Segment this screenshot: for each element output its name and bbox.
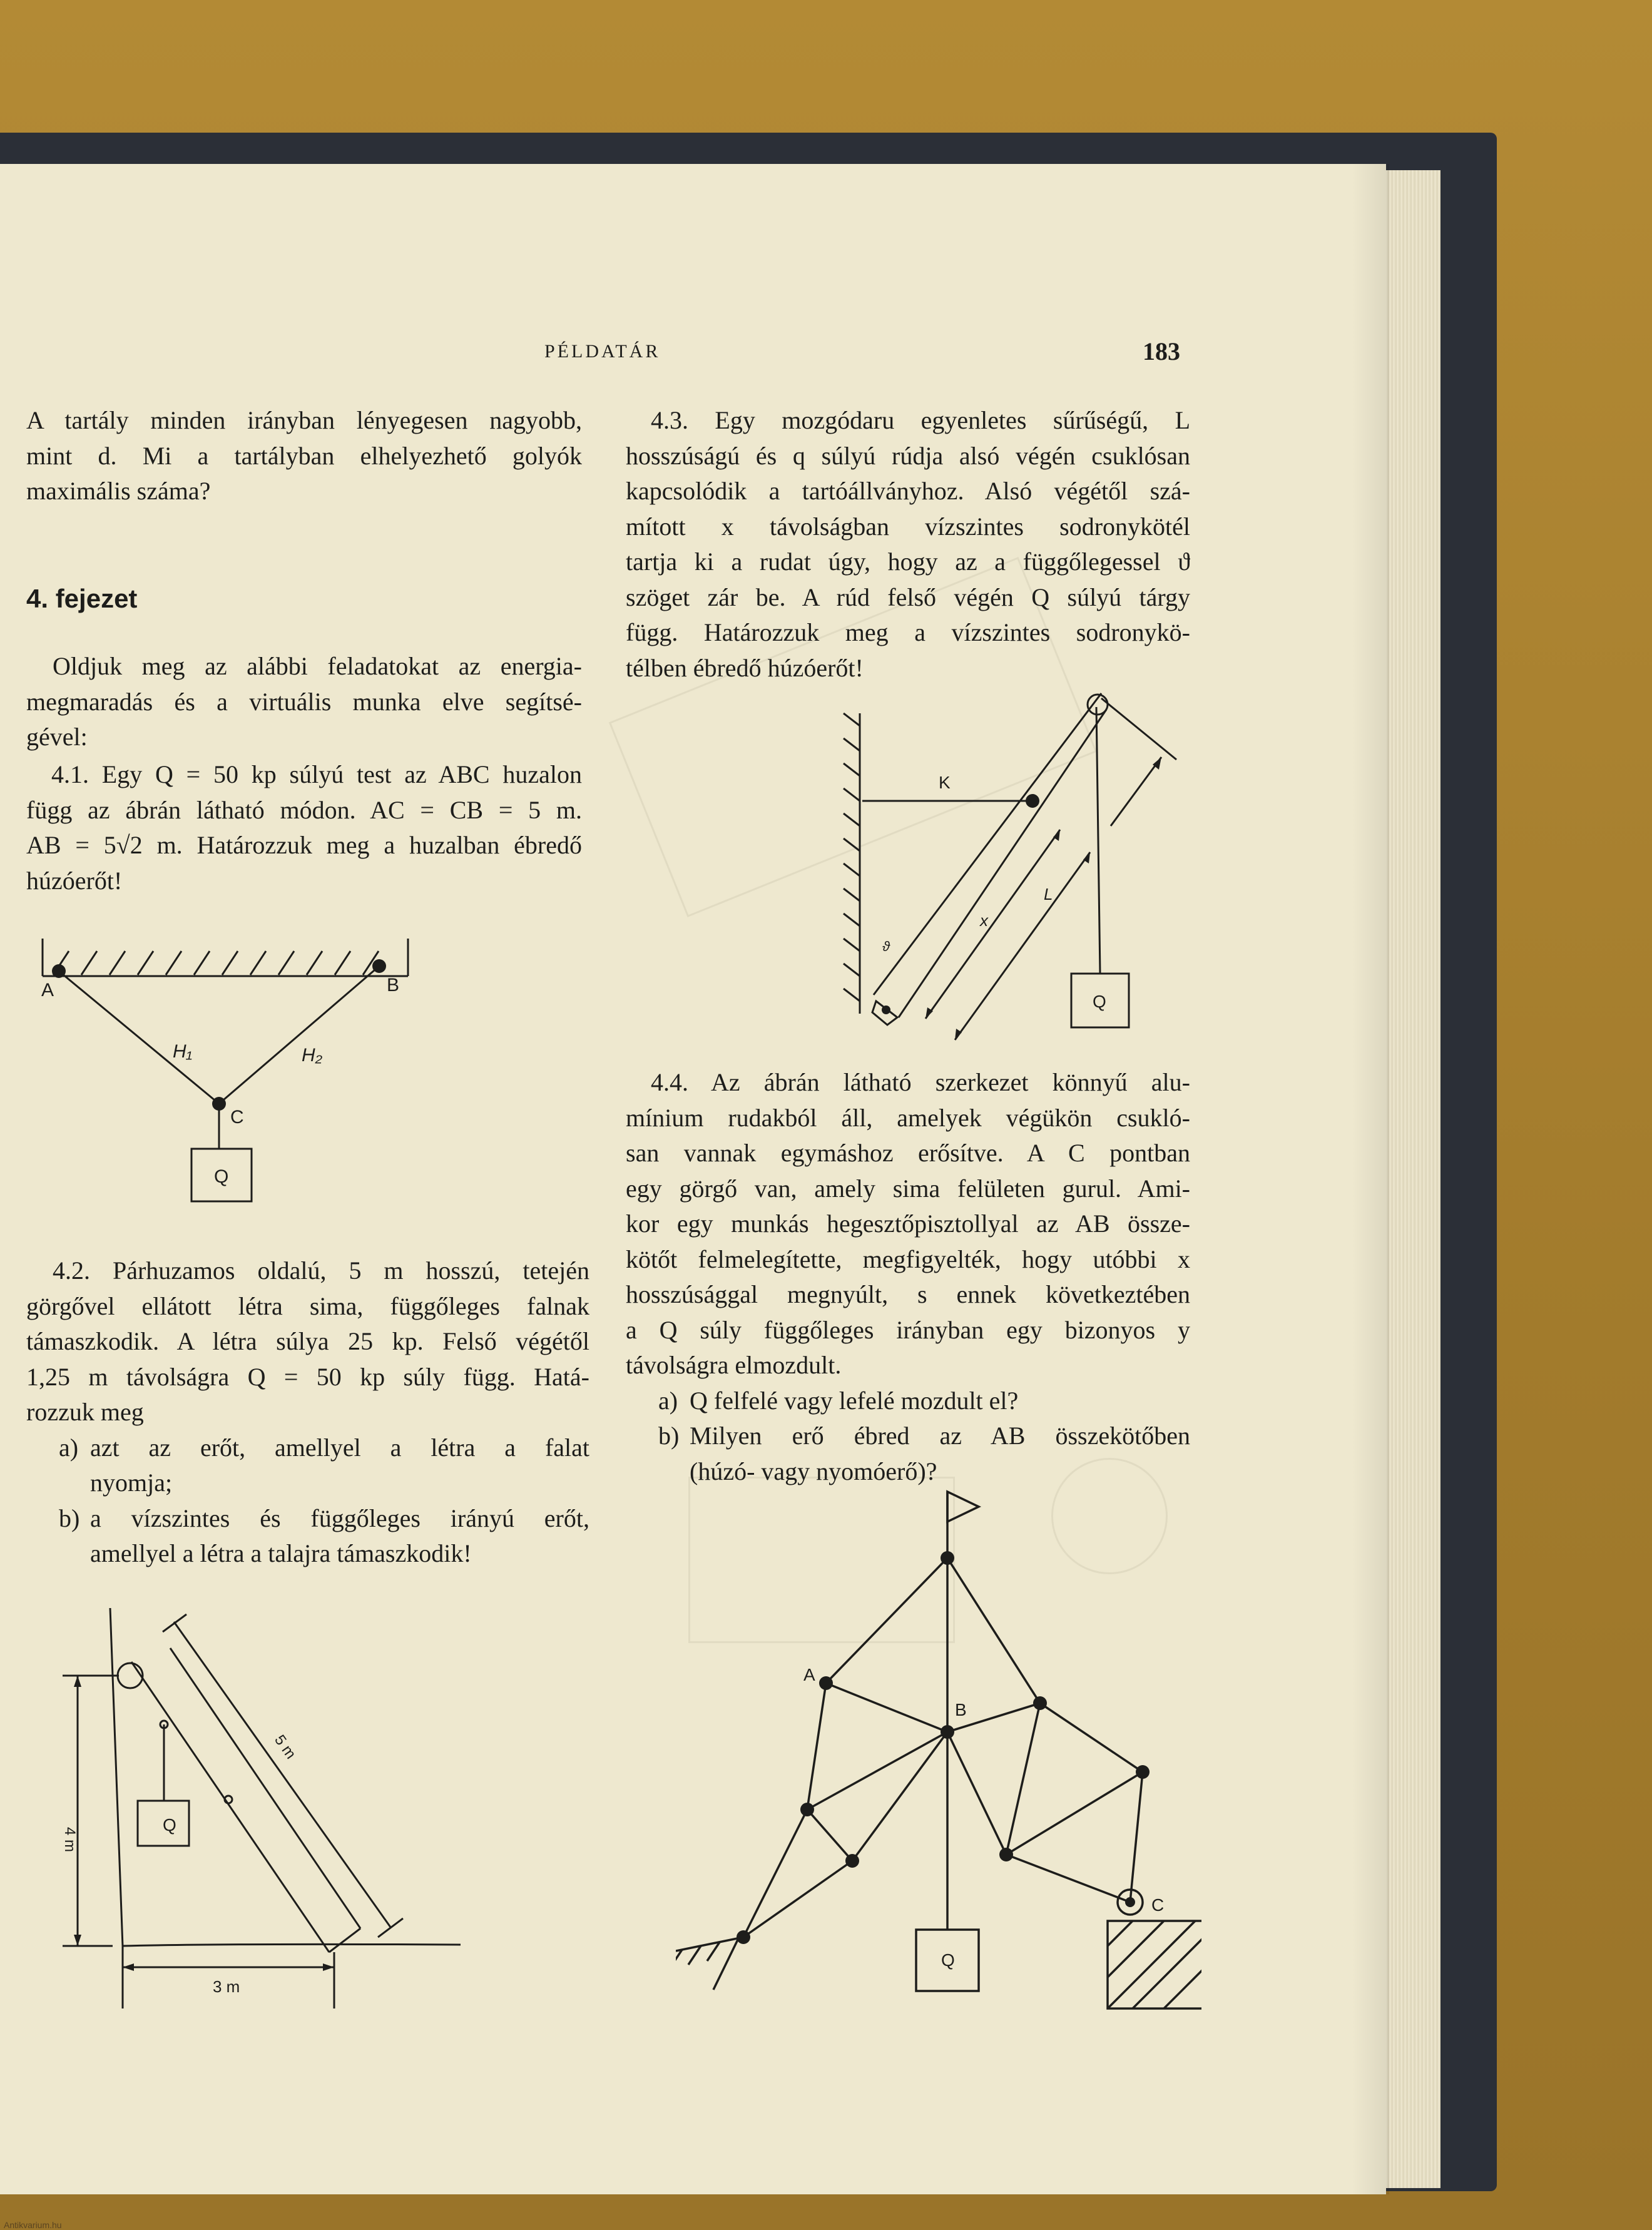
label-b: B: [955, 1700, 967, 1719]
text-line: 4.1. Egy Q = 50 kp súlyú test az ABC huzalon: [51, 760, 582, 788]
wall-hatching: [844, 713, 860, 1001]
text-line: megmaradás és a virtuális munka elve segítsé-: [26, 687, 582, 716]
wall-line: [110, 1608, 123, 1946]
support-hatching: [676, 1938, 738, 1990]
text-line: 1,25 m távolságra Q = 50 kp súly függ. Hatá-: [26, 1362, 589, 1391]
ladder-rail: [170, 1648, 360, 1928]
cable-attachment: [1026, 794, 1039, 808]
text-line: a Q súly függőleges irányban egy bizonyos y: [626, 1315, 1190, 1344]
text-line: mított x távolságban vízszintes sodronykötél: [626, 512, 1190, 541]
truss-members: [743, 1558, 1143, 1937]
list-marker: b): [658, 1422, 680, 1450]
text-line: függ az ábrán látható módon. AC = CB = 5 m.: [26, 795, 582, 824]
label-a: A: [41, 980, 54, 1000]
dimension-tick: [378, 1918, 403, 1937]
problem-4-2: [26, 1253, 589, 1572]
list-item-b: [626, 1418, 1190, 1489]
list-marker: a): [658, 1386, 678, 1415]
text-line: egy görgő van, amely sima felületen gurul. Ami-: [626, 1174, 1190, 1203]
list-marker: b): [59, 1504, 80, 1532]
problem-4-3: [626, 403, 1190, 686]
list-item-b: [26, 1501, 589, 1572]
text-line: kötőt felmelegítette, megfigyelték, hogy utóbbi x: [626, 1245, 1190, 1273]
wire-ac: [59, 971, 219, 1104]
label-c: C: [230, 1107, 244, 1128]
ceiling-hatching: [53, 951, 379, 975]
ladder-rail: [131, 1662, 329, 1952]
text-line: rozzuk meg: [26, 1398, 144, 1426]
text-line: görgővel ellátott létra sima, függőleges falnak: [26, 1291, 589, 1320]
label-q: Q: [214, 1166, 229, 1187]
wire-cb: [219, 966, 379, 1104]
chapter-heading: 4. fejezet: [26, 584, 138, 613]
problem-4-4: [626, 1065, 1190, 1489]
text-line: mínium rudakból áll, amelyek végükön csukló-: [626, 1103, 1190, 1132]
text-line: Milyen erő ébred az AB összekötőben: [690, 1422, 1190, 1450]
text-line: 4.2. Párhuzamos oldalú, 5 m hosszú, tetején: [53, 1256, 589, 1285]
text-line: hosszúságú és q súlyú rúdja alsó végén csuklósan: [626, 441, 1190, 470]
list-item-a: [26, 1430, 589, 1501]
watermark: Antikvarium.hu: [4, 2220, 62, 2230]
text-line: maximális száma?: [26, 477, 211, 505]
hinge-pin: [882, 1006, 890, 1014]
text-line: Oldjuk meg az alábbi feladatokat az energia-: [53, 652, 582, 680]
figure-4-4: [676, 1483, 1201, 2021]
label-c: C: [1151, 1895, 1165, 1915]
boom-rail: [899, 710, 1106, 1017]
text-line: távolságra elmozdult.: [626, 1351, 842, 1379]
intro-paragraph: [26, 403, 582, 509]
label-length: 5 m: [271, 1731, 300, 1763]
figure-4-1: [19, 926, 432, 1214]
text-line: 4.4. Az ábrán látható szerkezet könnyű alu-: [651, 1068, 1190, 1096]
text-line: (húzó- vagy nyomóerő)?: [690, 1457, 937, 1485]
text-line: mint d. Mi a tartályban elhelyezhető golyók: [26, 441, 582, 470]
chapter-intro: [26, 649, 582, 755]
text-line: kor egy munkás hegesztőpisztollyal az AB össze-: [626, 1209, 1190, 1238]
label-base: 3 m: [213, 1977, 240, 1996]
ladder-foot: [329, 1928, 360, 1952]
text-line: húzóerőt!: [26, 866, 123, 895]
text-line: a vízszintes és függőleges irányú erőt,: [90, 1504, 589, 1532]
label-q: Q: [163, 1815, 176, 1835]
point-b: [372, 959, 386, 973]
label-a: A: [803, 1665, 815, 1684]
label-x: x: [980, 911, 988, 930]
list-item-a: [626, 1383, 1190, 1419]
text-line: tartja ki a rudat úgy, hogy az a függőlegessel ϑ: [626, 547, 1190, 576]
label-h2: H₂: [302, 1045, 323, 1066]
point-a: [52, 964, 66, 978]
text-line: télben ébredő húzóerőt!: [626, 653, 864, 682]
text-line: kapcsolódik a tartóállványhoz. Alsó végétől szá-: [626, 477, 1190, 505]
label-b: B: [387, 975, 400, 995]
label-h1: H₁: [173, 1041, 193, 1062]
page-number: 183: [1143, 337, 1180, 365]
text-line: függ. Határozzuk meg a vízszintes sodronykö-: [626, 618, 1190, 646]
figure-4-2: [38, 1602, 476, 2027]
cable-arrow: [1111, 757, 1161, 826]
l-dimension: [955, 852, 1090, 1040]
point-c: [212, 1097, 226, 1111]
text-line: azt az erőt, amellyel a létra a falat: [90, 1433, 589, 1462]
label-theta: ϑ: [882, 939, 890, 954]
floor-line: [123, 1944, 461, 1946]
text-line: gével:: [26, 723, 88, 751]
text-line: hosszúsággal megnyúlt, s ennek következtében: [626, 1280, 1190, 1308]
label-q: Q: [1093, 992, 1106, 1011]
text-line: támaszkodik. A létra súlya 25 kp. Felső végétől: [26, 1327, 589, 1355]
text-line: amellyel a létra a talajra támaszkodik!: [90, 1539, 472, 1567]
text-line: Q felfelé vagy lefelé mozdult el?: [690, 1386, 1019, 1415]
text-line: szöget zár be. A rúd felső végén Q súlyú tárgy: [626, 583, 1190, 611]
label-l: L: [1044, 885, 1053, 904]
label-q: Q: [941, 1950, 955, 1970]
text-line: san vannak egymáshoz erősítve. A C pontban: [626, 1139, 1190, 1167]
x-dimension: [925, 830, 1060, 1019]
flag: [947, 1492, 979, 1522]
page-gutter-shade: [1352, 164, 1389, 2194]
label-k: K: [939, 773, 951, 792]
dimension-tick: [163, 1614, 186, 1632]
length-dimension: [174, 1622, 390, 1927]
running-title: PÉLDATÁR: [544, 341, 661, 362]
figure-4-3: [839, 682, 1189, 1051]
text-line: AB = 5√2 m. Határozzuk meg a huzalban ébredő: [26, 831, 582, 859]
load-cable: [1096, 707, 1100, 974]
boom-rail: [874, 693, 1101, 995]
label-height: 4 m: [61, 1827, 78, 1853]
ground-block-hatching: [1108, 1921, 1201, 2009]
problem-4-1: [26, 757, 582, 899]
list-marker: a): [59, 1433, 79, 1462]
text-line: 4.3. Egy mozgódaru egyenletes sűrűségű, L: [651, 406, 1190, 434]
text-line: nyomja;: [90, 1469, 173, 1497]
text-line: A tartály minden irányban lényegesen nagyobb,: [26, 406, 582, 434]
dimension-line: [1101, 698, 1176, 760]
ladder-roller: [118, 1663, 143, 1688]
